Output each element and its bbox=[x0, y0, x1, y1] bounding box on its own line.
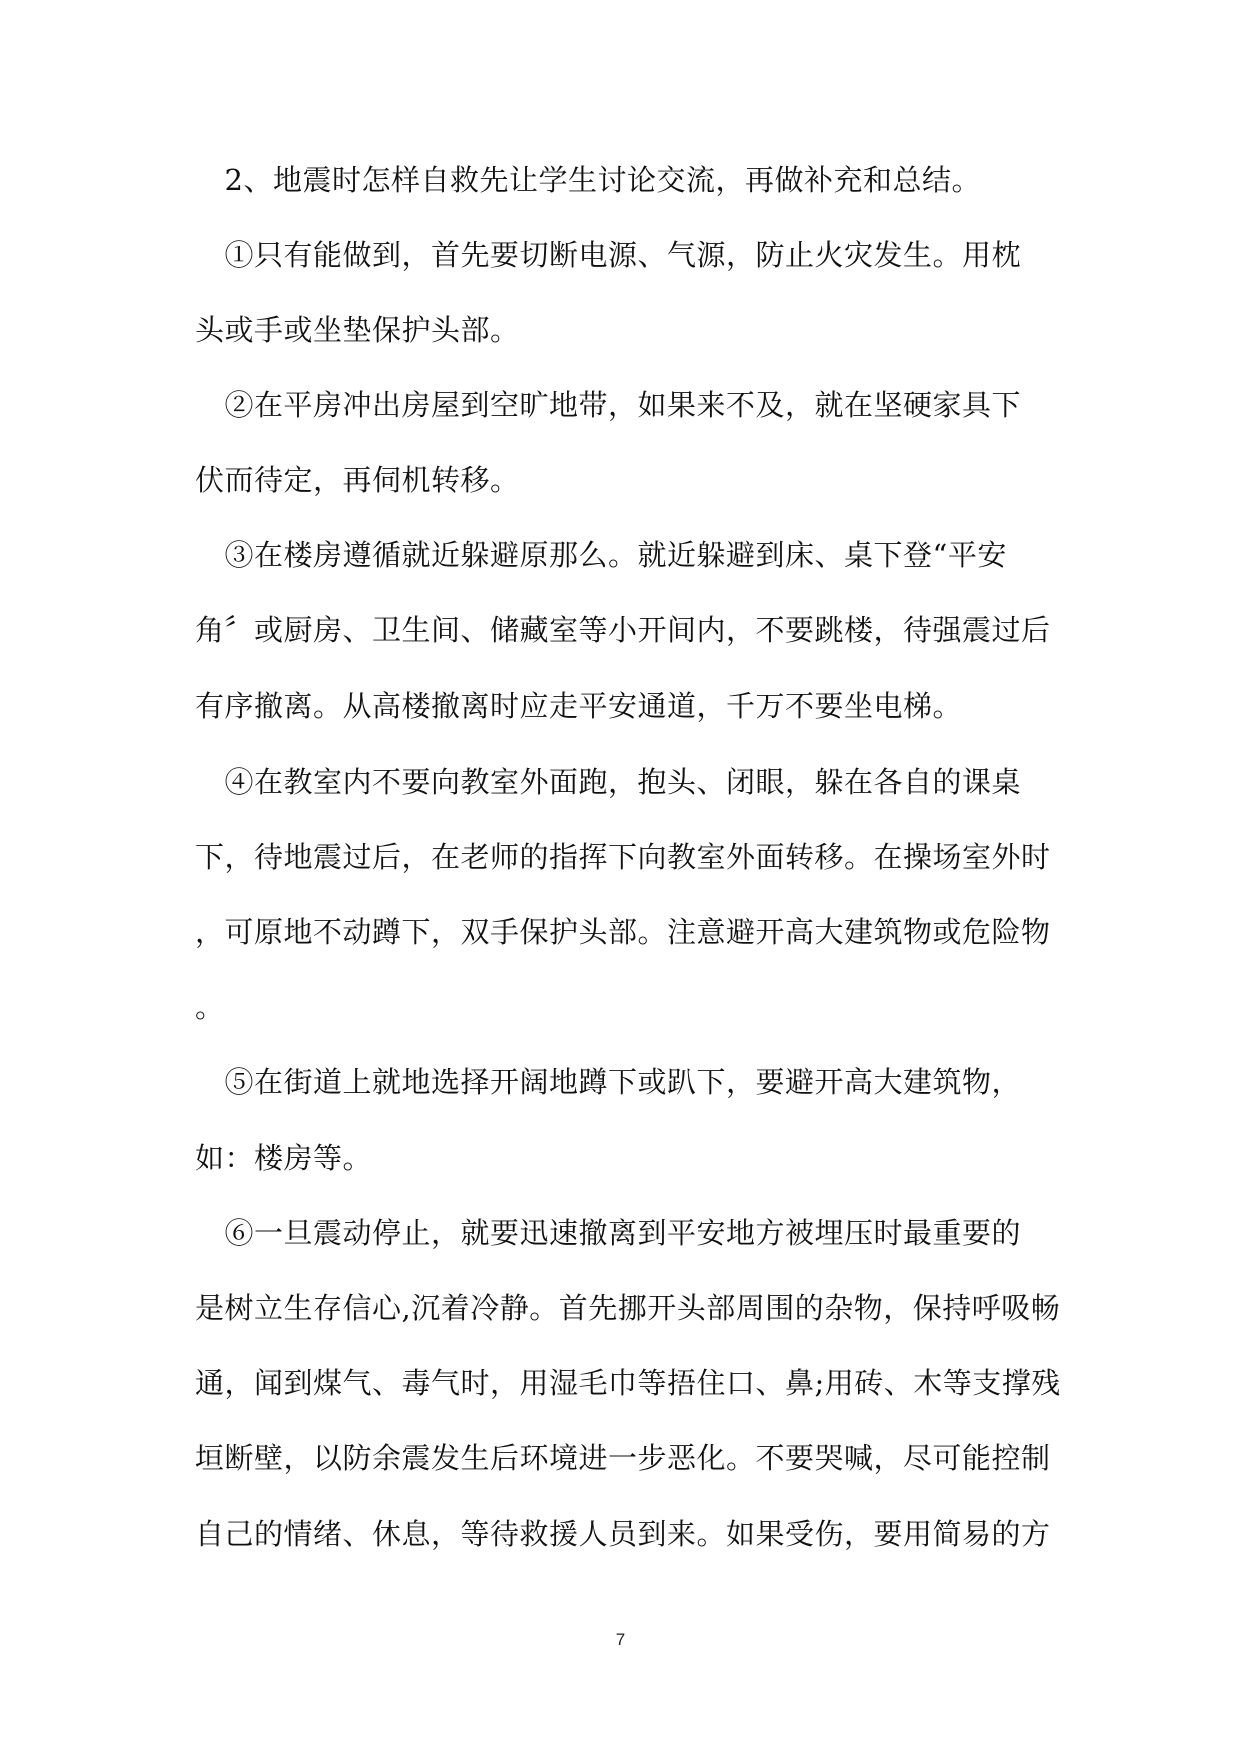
text-line: ①只有能做到，首先要切断电源、气源，防止火灾发生。用枕 bbox=[195, 238, 1022, 272]
text-line: 头或手或坐垫保护头部。 bbox=[195, 313, 520, 347]
text-line: ④在教室内不要向教室外面跑，抱头、闭眼，躲在各自的课桌 bbox=[195, 765, 1022, 799]
text-line: ⑥一旦震动停止，就要迅速撤离到平安地方被埋压时最重要的 bbox=[195, 1216, 1022, 1250]
text-line: 。 bbox=[195, 990, 225, 1024]
text-line: 2、地震时怎样自救先让学生讨论交流，再做补充和总结。 bbox=[195, 163, 981, 197]
text-line: 角〞或厨房、卫生间、储藏室等小开间内，不要跳楼，待强震过后 bbox=[195, 613, 1051, 647]
page-number: 7 bbox=[615, 1630, 626, 1649]
text-line: 伏而待定，再伺机转移。 bbox=[195, 463, 520, 497]
text-line: ③在楼房遵循就近躲避原那么。就近躲避到床、桌下登“平安 bbox=[195, 538, 1007, 572]
text-line: 通，闻到煤气、毒气时，用湿毛巾等捂住口、鼻;用砖、木等支撑残 bbox=[195, 1366, 1061, 1400]
text-line: 垣断壁，以防余震发生后环境进一步恶化。不要哭喊，尽可能控制 bbox=[195, 1441, 1051, 1475]
text-line: 是树立生存信心,沉着冷静。首先挪开头部周围的杂物，保持呼吸畅 bbox=[195, 1291, 1061, 1325]
text-line: ，可原地不动蹲下，双手保护头部。注意避开高大建筑物或危险物 bbox=[195, 915, 1051, 949]
text-line: 有序撤离。从高楼撤离时应走平安通道，千万不要坐电梯。 bbox=[195, 689, 963, 723]
text-line: ②在平房冲出房屋到空旷地带，如果来不及，就在坚硬家具下 bbox=[195, 388, 1022, 422]
text-line: ⑤在街道上就地选择开阔地蹲下或趴下，要避开高大建筑物， bbox=[195, 1065, 1022, 1099]
text-line: 自己的情绪、休息，等待救援人员到来。如果受伤，要用简易的方 bbox=[195, 1517, 1051, 1551]
text-line: 下，待地震过后，在老师的指挥下向教室外面转移。在操场室外时 bbox=[195, 840, 1051, 874]
text-line: 如：楼房等。 bbox=[195, 1141, 373, 1175]
